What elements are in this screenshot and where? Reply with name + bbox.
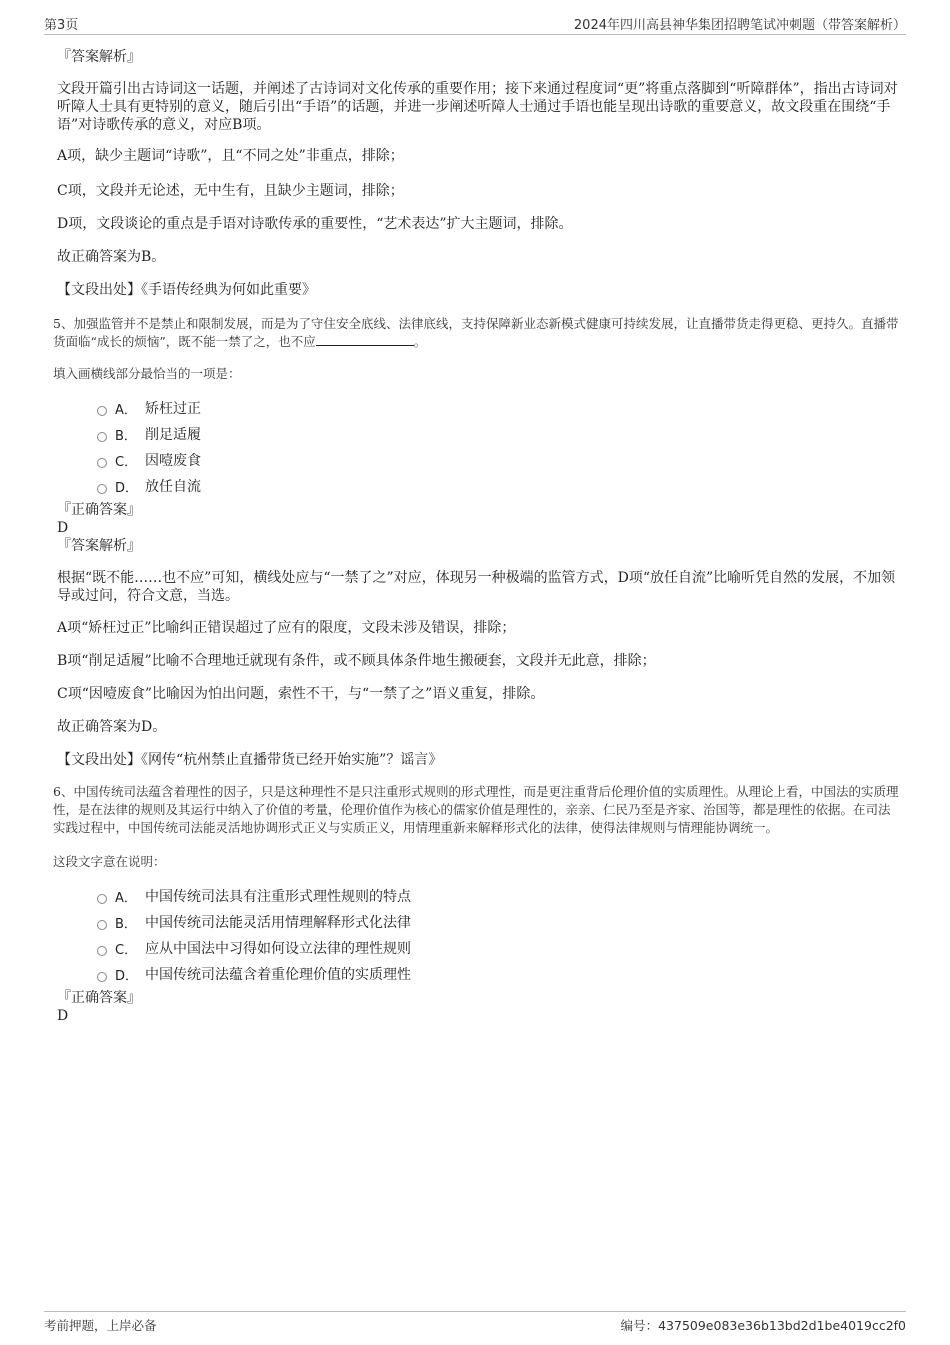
q5-options — [97, 395, 902, 499]
option-letter: C． — [115, 454, 138, 470]
radio-button[interactable] — [97, 432, 107, 442]
q5-stem — [53, 315, 902, 351]
q6-prompt: 这段文字意在说明： — [53, 854, 166, 869]
q6-stem: 6、中国传统司法蕴含着理性的因子，只是这种理性不是只注重形式规则的形式理性，而是更注重背后伦理价值的实质理性。从理论上看，中国法的实质理性，是在法律的规则及其运行中纳入了价值的考量，伦理价值作为核心的儒家价值是理性的，亲亲、仁民乃至是齐家、治国等，都是理性的依据。在司法实践过程中，中国传统司法能灵活地协调形式正义与实质正义，用情理重新来解释形式化的法律，使得法律规则与情理能协调统一。 — [53, 784, 899, 835]
option-letter: B． — [115, 428, 137, 444]
q5-analysis-option-b: B项“削足适履”比喻不合理地迁就现有条件，或不顾具体条件地生搬硬套，文段并无此意，排除； — [57, 653, 656, 669]
q4-analysis-option-a: A项，缺少主题词“诗歌”，且“不同之处”非重点，排除； — [57, 148, 404, 164]
q5-analysis-paragraph: 根据“既不能……也不应”可知，横线处应与“一禁了之”对应，体现另一种极端的监管方式，D项“放任自流”比喻听凭自然的发展，不加领导或过问，符合文意，当选。 — [57, 570, 896, 604]
q5-analysis-option-c: C项“因噎废食”比喻因为怕出问题，索性不干，与“一禁了之”语义重复，排除。 — [57, 686, 545, 702]
option-text: 削足适履 — [145, 427, 201, 443]
option-letter: D． — [115, 480, 139, 496]
q5-stem-text: 5、加强监管并不是禁止和限制发展，而是为了守住安全底线、法律底线，支持保障新业态新模式健康可持续发展，让直播带货走得更稳、更持久。直播带货面临“成长的烦恼”，既不能一禁了之，也不应 — [53, 316, 899, 349]
q5-answer-blank — [316, 333, 414, 346]
option-letter: A． — [115, 890, 137, 906]
q4-analysis-option-c: C项，文段并无论述，无中生有，且缺少主题词，排除； — [57, 183, 404, 199]
q5-option-a[interactable] — [97, 395, 902, 421]
q6-option-b[interactable] — [97, 909, 902, 935]
q5-stem-end: 。 — [413, 334, 427, 349]
option-text: 因噎废食 — [145, 453, 201, 469]
option-text: 应从中国法中习得如何设立法律的理性规则 — [145, 941, 411, 957]
q6-option-c[interactable] — [97, 935, 902, 961]
q4-analysis-paragraph: 文段开篇引出古诗词这一话题，并阐述了古诗词对文化传承的重要作用；接下来通过程度词“更”将重点落脚到“听障群体”，指出古诗词对听障人士具有更特别的意义，随后引出“手语”的话题，并进一步阐述听障人士通过手语也能呈现出诗歌的重要意义，故文段重在围绕“手语”对诗歌传承的意义，对应B项。 — [57, 81, 898, 133]
q5-answer: D — [57, 520, 69, 536]
radio-button[interactable] — [97, 920, 107, 930]
q4-analysis-option-d: D项，文段谈论的重点是手语对诗歌传承的重要性，“艺术表达”扩大主题词，排除。 — [57, 216, 573, 232]
option-text: 中国传统司法蕴含着重伦理价值的实质理性 — [145, 967, 411, 983]
q6-option-d[interactable] — [97, 961, 902, 987]
q5-prompt: 填入画横线部分最恰当的一项是： — [53, 366, 241, 381]
q5-answer-heading: 『正确答案』 — [57, 502, 141, 518]
radio-button[interactable] — [97, 458, 107, 468]
q4-source: 【文段出处】《手语传经典为何如此重要》 — [57, 282, 316, 298]
option-letter: D． — [115, 968, 139, 984]
page-number: 第3页 — [44, 17, 79, 33]
radio-button[interactable] — [97, 894, 107, 904]
page-footer — [44, 1311, 906, 1334]
option-text: 中国传统司法能灵活用情理解释形式化法律 — [145, 915, 411, 931]
radio-button[interactable] — [97, 484, 107, 494]
q5-option-d[interactable] — [97, 473, 902, 499]
page-header — [44, 12, 906, 35]
option-letter: A． — [115, 402, 137, 418]
q5-option-b[interactable] — [97, 421, 902, 447]
radio-button[interactable] — [97, 972, 107, 982]
q6-option-a[interactable] — [97, 883, 902, 909]
radio-button[interactable] — [97, 406, 107, 416]
q5-analysis-heading: 『答案解析』 — [57, 538, 141, 554]
q6-answer-heading: 『正确答案』 — [57, 990, 141, 1006]
footer-slogan: 考前押题，上岸必备 — [44, 1318, 157, 1333]
q5-source: 【文段出处】《网传“杭州禁止直播带货已经开始实施”？谣言》 — [57, 752, 443, 768]
document-title: 2024年四川高县神华集团招聘笔试冲刺题（带答案解析） — [573, 17, 906, 33]
q4-analysis-heading: 『答案解析』 — [57, 49, 141, 65]
q5-analysis-option-a: A项“矫枉过正”比喻纠正错误超过了应有的限度，文段未涉及错误，排除； — [57, 620, 516, 636]
q5-conclusion: 故正确答案为D。 — [57, 719, 167, 735]
option-text: 中国传统司法具有注重形式理性规则的特点 — [145, 889, 411, 905]
q4-conclusion: 故正确答案为B。 — [57, 249, 166, 265]
q6-options — [97, 883, 902, 987]
option-text: 放任自流 — [145, 479, 201, 495]
option-text: 矫枉过正 — [145, 401, 201, 417]
page-content — [53, 48, 902, 1025]
option-letter: C． — [115, 942, 138, 958]
option-letter: B． — [115, 916, 137, 932]
document-code: 编号：437509e083e36b13bd2d1be4019cc2f0 — [620, 1318, 906, 1333]
q6-answer: D — [57, 1008, 69, 1024]
radio-button[interactable] — [97, 946, 107, 956]
q5-option-c[interactable] — [97, 447, 902, 473]
